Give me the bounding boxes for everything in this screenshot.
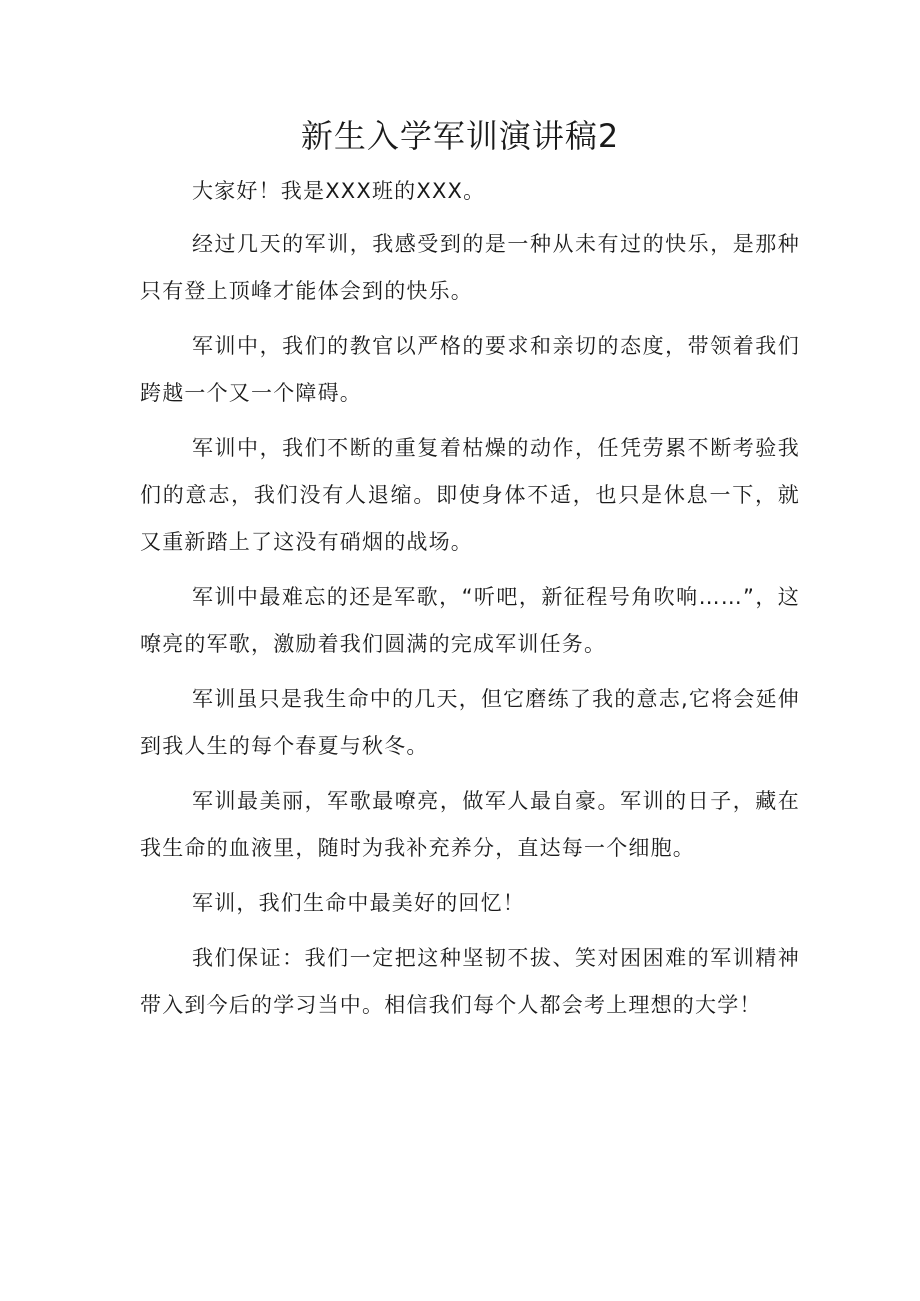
paragraph: 军训中最难忘的还是军歌，“听吧，新征程号角吹响……”，这嘹亮的军歌，激励着我们圆满的完成军训任务。 xyxy=(140,585,800,656)
page-title: 新生入学军训演讲稿2 xyxy=(300,117,620,155)
paragraph: 军训中，我们不断的重复着枯燥的动作，任凭劳累不断考验我们的意志，我们没有人退缩。即使身体不适，也只是休息一下，就又重新踏上了这没有硝烟的战场。 xyxy=(140,436,800,554)
document-body xyxy=(140,168,800,1037)
paragraph: 军训，我们生命中最美好的回忆！ xyxy=(192,891,525,915)
paragraph-greeting: 大家好！我是XXX班的XXX。 xyxy=(192,179,486,203)
paragraph: 军训虽只是我生命中的几天，但它磨练了我的意志,它将会延伸到我人生的每个春夏与秋冬。 xyxy=(140,687,800,758)
paragraph-closing: 我们保证：我们一定把这种坚韧不拔、笑对困困难的军训精神带入到今后的学习当中。相信我们每个人都会考上理想的大学！ xyxy=(140,946,800,1017)
paragraph: 军训中，我们的教官以严格的要求和亲切的态度，带领着我们跨越一个又一个障碍。 xyxy=(140,334,800,405)
paragraph: 军训最美丽，军歌最嘹亮，做军人最自豪。军训的日子，藏在我生命的血液里，随时为我补充养分，直达每一个细胞。 xyxy=(140,789,800,860)
paragraph: 经过几天的军训，我感受到的是一种从未有过的快乐，是那种只有登上顶峰才能体会到的快乐。 xyxy=(140,232,800,303)
